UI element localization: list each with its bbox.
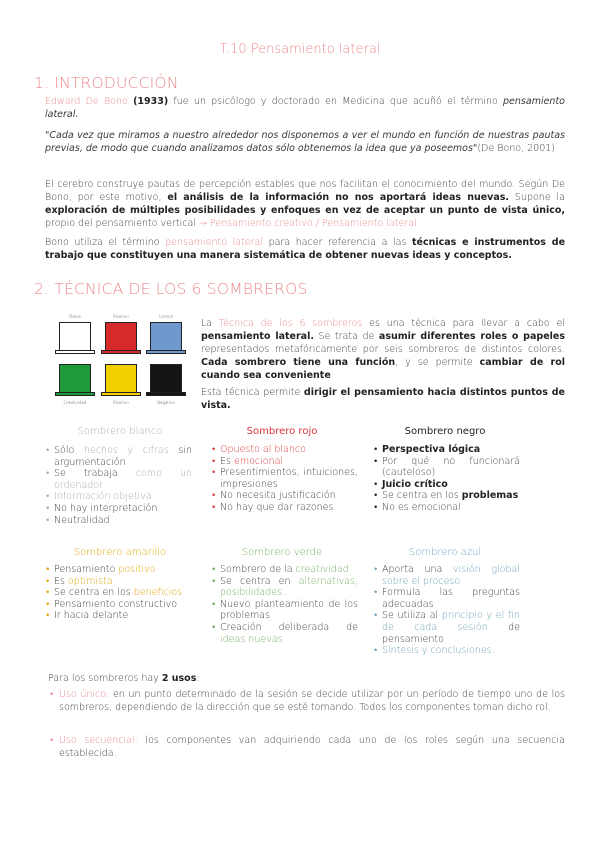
section-heading-sombreros: 2. TÉCNICA DE LOS 6 SOMBREROS <box>34 280 308 298</box>
use-single-label: Uso único: <box>59 689 110 700</box>
yellow-hat-list <box>46 564 192 622</box>
hat-label-5: Positivo <box>113 400 129 405</box>
green-hat-list <box>212 564 358 645</box>
list-item: • Por qué no funcionará (cauteloso) <box>374 456 520 479</box>
green-i2a: Se centra en <box>220 575 299 587</box>
white-i2c: como un ordenador <box>54 468 192 491</box>
red-i2b: emocional <box>233 455 284 467</box>
uses-intro-a: Para los sombreros hay <box>48 673 162 684</box>
quote-paragraph <box>45 129 565 155</box>
quote-cite: (De Bono, 2001) <box>477 143 556 154</box>
p2-e: propio del pensamiento vertical <box>45 218 199 229</box>
yellow-i1a: Pensamiento <box>54 564 119 575</box>
use-sequential-label: Uso secuencial: <box>59 735 138 746</box>
green-i1b: creatividad <box>295 564 349 575</box>
list-item: • Ir hacia delante <box>46 610 192 622</box>
p3-c: para hacer referencia a las <box>263 237 412 248</box>
list-item <box>46 587 192 599</box>
intro1-d: pensamiento lateral. <box>201 331 314 342</box>
perception-paragraph <box>45 178 565 230</box>
list-item: • Neutralidad <box>46 515 192 527</box>
black-hat <box>150 364 182 394</box>
uses-intro <box>48 672 568 685</box>
list-item <box>374 479 520 491</box>
author-name: Edward De Bono <box>45 96 128 107</box>
p3-b: pensamiento lateral <box>165 237 264 248</box>
blue-hat-brim <box>146 350 186 354</box>
list-item <box>374 490 520 502</box>
green-hat <box>59 364 91 394</box>
white-hat <box>59 322 91 352</box>
list-item <box>46 564 192 576</box>
p2-d: exploración de múltiples posibilidades y enfoques en vez de aceptar un punto de vista único, <box>45 205 565 216</box>
intro1-j: cambiar de rol cuando sea conveniente <box>201 357 566 381</box>
hat-label-3: Control <box>158 314 174 319</box>
black-i4a: Se centra en los <box>382 490 462 502</box>
intro1-b: Técnica de los 6 sombreros <box>218 318 363 329</box>
use-sequential <box>50 734 565 760</box>
quote-text: "Cada vez que miramos a nuestro alrededor nos disponemos a ver el mundo en función de nuestras pautas previas, de modo que cuando analizamos datos sólo obtenemos la idea que ya poseemos" <box>45 130 565 154</box>
intro1-c: es una técnica para llevar a cabo el <box>362 318 565 329</box>
list-item <box>212 456 358 468</box>
list-item: • No necesita justificación <box>212 490 358 502</box>
red-hat <box>105 322 137 352</box>
hat-label-1: Datos <box>69 314 81 319</box>
use-single <box>50 688 565 714</box>
yellow-i2a: Es <box>54 575 68 587</box>
yellow-i2b: optimista <box>67 575 113 587</box>
list-item: • No hay que dar razones <box>212 502 358 514</box>
intro1-e: Se trata de <box>313 331 379 342</box>
author-year: (1933) <box>133 96 169 107</box>
list-item <box>212 622 358 645</box>
blue-hat-title: Sombrero azul <box>408 547 482 558</box>
green-hat-brim <box>55 392 95 396</box>
white-i1b: hechos y cifras <box>83 445 169 456</box>
page-title: T.10 Pensamiento lateral <box>219 42 381 57</box>
list-item <box>374 564 520 587</box>
list-item <box>212 576 358 599</box>
list-item: • Síntesis y conclusiones. <box>374 645 520 657</box>
white-hat-title: Sombrero blanco <box>77 426 163 437</box>
hat-label-2: Positivo <box>113 314 129 319</box>
p3-d: técnicas e instrumentos de trabajo que constituyen una manera sistemática de obtener nuevas ideas y conceptos. <box>45 237 566 261</box>
lateral-thinking-paragraph <box>45 236 565 262</box>
hat-label-6: Negativo <box>157 400 175 405</box>
yellow-i3a: Se centra en los <box>54 587 134 599</box>
list-item: • Formula las preguntas adecuadas <box>374 587 520 610</box>
list-item: • No es emocional <box>374 502 520 514</box>
blue-i1b: visión global sobre el proceso <box>382 564 520 587</box>
red-i2a: Es <box>220 455 234 467</box>
intro-paragraph <box>45 95 565 121</box>
list-item <box>374 444 520 456</box>
p2-c: Supone la <box>509 192 565 203</box>
intro1-h: Cada sombrero tiene una función <box>201 357 396 368</box>
list-item: • Presentimientos, intuiciones, impresiones <box>212 467 358 490</box>
yellow-hat-title: Sombrero amarillo <box>73 547 167 558</box>
intro1-i: , y se permite <box>395 357 480 368</box>
black-i4b: problemas <box>461 490 519 502</box>
blue-i3c: de pensamiento <box>382 621 520 645</box>
white-hat-list <box>46 445 192 526</box>
green-i1a: Sombrero de la <box>220 564 296 575</box>
use-single-text: en un punto determinado de la sesión se decide utilizar por un período de tiempo uno de los sombreros, dependiendo de la dirección que se esté tomando. Todos los componentes toman dicho rol. <box>59 689 565 713</box>
white-i1c: sin argumentación <box>54 445 192 468</box>
intro1-a: La <box>201 318 219 329</box>
green-i4b: ideas nuevas <box>220 633 283 645</box>
list-item <box>212 564 358 576</box>
black-i1: Perspectiva lógica <box>382 444 481 455</box>
intro1-f: asumir diferentes roles o papeles <box>378 331 565 342</box>
yellow-hat-brim <box>101 392 141 396</box>
section-heading-introduccion: 1. INTRODUCCIÓN <box>34 74 179 92</box>
list-item <box>374 610 520 645</box>
blue-i3a: Se utiliza al <box>382 610 442 622</box>
use-sequential-text: los componentes van adquiriendo cada uno de los roles según una secuencia establecida. <box>59 735 565 759</box>
black-hat-title: Sombrero negro <box>404 426 486 437</box>
uses-intro-b: 2 usos <box>161 673 197 684</box>
list-item: • Pensamiento constructivo <box>46 599 192 611</box>
blue-hat <box>150 322 182 352</box>
white-hat-brim <box>55 350 95 354</box>
yellow-i3b: beneficios <box>133 587 183 599</box>
green-i2b: alternativas, posibilidades... <box>220 575 358 599</box>
green-i4a: Creación deliberada de <box>220 621 358 633</box>
black-i3: Juicio crítico <box>382 478 448 490</box>
p2-b: el análisis de la información no nos aportará ideas nuevas. <box>167 192 510 203</box>
black-hat-brim <box>146 392 186 396</box>
white-i2b: trabaja <box>83 468 118 480</box>
list-item: • Opuesto al blanco <box>212 444 358 456</box>
uses-intro-c: : <box>196 673 200 684</box>
six-hats-intro <box>201 317 565 382</box>
list-item: • Nuevo planteamiento de los problemas <box>212 599 358 622</box>
list-item <box>46 445 192 468</box>
list-item: • No hay interpretación <box>46 503 192 515</box>
green-hat-title: Sombrero verde <box>241 547 323 558</box>
p3-a: Bono utiliza el término <box>45 237 166 248</box>
hat-label-4: Creatividad <box>63 400 87 405</box>
intro-text: fue un psicólogo y doctorado en Medicina que acuñó el término <box>168 96 498 107</box>
black-hat-list <box>374 444 520 514</box>
yellow-i1b: positivo <box>118 564 156 575</box>
intro-term: pensamiento lateral. <box>45 96 565 120</box>
red-hat-list <box>212 444 358 514</box>
white-i1a: Sólo <box>54 445 84 456</box>
intro1-g: representados metafóricamente por seis sombreros de distintos colores. <box>201 344 565 355</box>
blue-i3b: principio y el fin de cada sesión <box>382 610 520 633</box>
p2-a: El cerebro construye pautas de percepción estables que nos facilitan el conocimiento del mundo. Según De Bono, por este motivo, <box>45 179 565 203</box>
red-hat-title: Sombrero rojo <box>246 426 318 437</box>
list-item <box>46 468 192 491</box>
six-hats-purpose <box>201 386 565 412</box>
white-i2a: Se <box>54 468 84 480</box>
red-hat-brim <box>101 350 141 354</box>
intro2-b: dirigir el pensamiento hacia distintos puntos de vista. <box>201 387 565 411</box>
p2-f: → Pensamiento creativo / Pensamiento lateral <box>199 218 417 229</box>
blue-i1a: Aporta una <box>382 564 453 575</box>
list-item: • Información objetiva <box>46 491 192 503</box>
yellow-hat <box>105 364 137 394</box>
list-item <box>46 576 192 588</box>
six-hats-illustration <box>57 314 189 409</box>
blue-hat-list <box>374 564 520 657</box>
intro2-a: Esta técnica permite <box>201 387 304 398</box>
